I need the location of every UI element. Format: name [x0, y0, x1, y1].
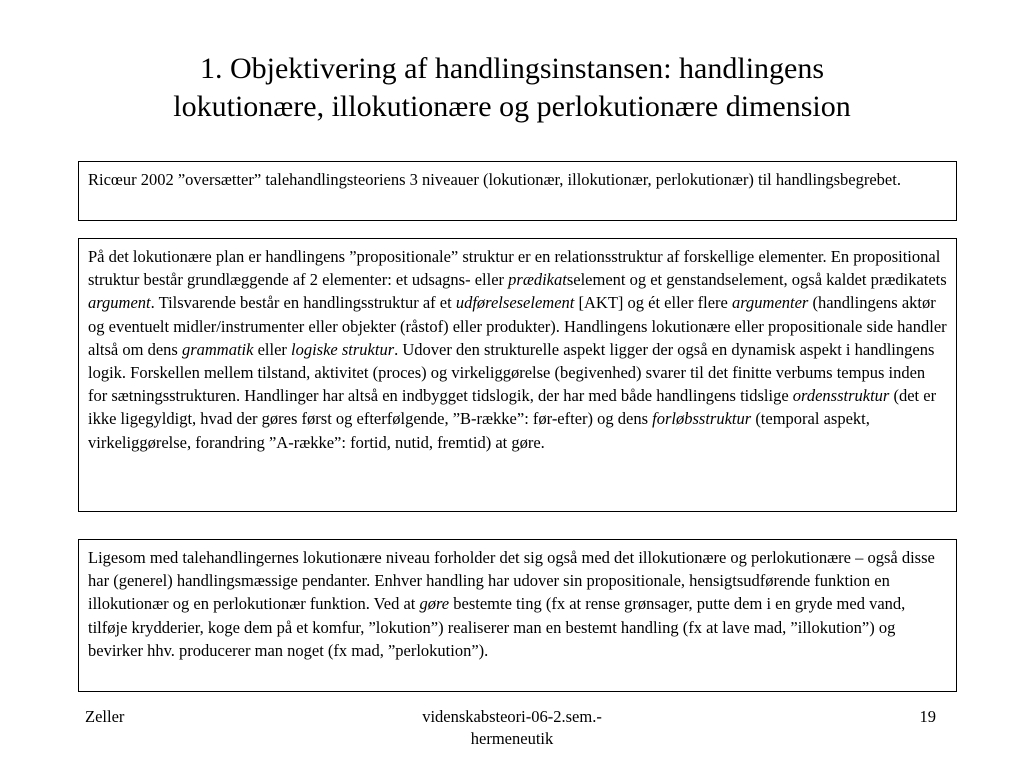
footer-course-line-1: videnskabsteori-06-2.sem.-	[422, 707, 602, 726]
emphasis: logiske struktur	[291, 339, 395, 359]
lokutionary-paragraph	[88, 245, 947, 454]
text-segment: På det lokutionære plan er handlingens ”propositionale” struktur er en relationsstruktur af forskellige elementer. En propositional struktur består grundlæggende af 2 elementer: et udsagns- eller	[88, 247, 941, 290]
emphasis: ordensstruktur	[792, 386, 890, 406]
emphasis: argument	[88, 293, 151, 313]
footer-course	[380, 706, 644, 750]
title-line-1: 1. Objektivering af handlingsinstansen: handlingens	[199, 52, 825, 85]
text-segment: (temporal aspekt, virkeliggørelse, forandring ”A-række”: fortid, nutid, fremtid) at gøre.	[88, 409, 870, 452]
text-segment: selement og et genstandselement, også kaldet prædikatets	[566, 270, 947, 290]
emphasis: argumenter	[731, 293, 809, 313]
intro-paragraph: Ricœur 2002 ”oversætter” talehandlingsteoriens 3 niveauer (lokutionær, illokutionær, perlokutionær) til handlingsbegrebet.	[88, 170, 901, 189]
intro-text-box	[78, 161, 957, 221]
emphasis: prædikat	[508, 270, 567, 290]
slide-title	[80, 50, 944, 126]
footer-author: Zeller	[85, 707, 125, 726]
emphasis: udførelseselement	[455, 293, 575, 313]
emphasis: forløbsstruktur	[652, 409, 752, 429]
title-line-2: lokutionære, illokutionære og perlokutionære dimension	[173, 90, 851, 123]
footer-course-line-2: hermeneutik	[470, 729, 554, 748]
illokutionary-paragraph	[88, 546, 947, 662]
text-segment: Ligesom med talehandlingernes lokutionære niveau forholder det sig også med det illokutionære og perlokutionære – også disse har (generel) handlingsmæssige pendanter. Enhver handling har udover sin propositionale, hensigtsudførende funktion en illokutionær og en perlokutionær funktion. Ved at	[88, 548, 935, 614]
text-segment: . Udover den strukturelle aspekt ligger der også en dynamisk aspekt i handlingens logik. Forskellen mellem tilstand, aktivitet (proces) og virkeliggørelse (begivenhed) svarer til det finitte verbums tempus inden for sætningsstrukturen. Handlinger har altså en indbygget tidslogik, der har med både handlingens tidslige	[88, 339, 935, 406]
emphasis: grammatik	[181, 339, 254, 359]
text-segment: (det er ikke ligegyldigt, hvad der gøres først og efterfølgende, ”B-række”: før-efter) og dens	[88, 386, 937, 429]
text-segment: eller	[253, 339, 292, 359]
page-number: 19	[919, 707, 936, 726]
illokutionary-text-box	[78, 539, 957, 692]
text-segment: . Tilsvarende består en handlingsstruktur af et	[150, 293, 456, 313]
text-segment: (handlingens aktør og eventuelt midler/instrumenter eller objekter (råstof) eller produkter). Handlingens lokutionære eller propositionale side handler altså om dens	[88, 293, 947, 359]
lokutionary-text-box	[78, 238, 957, 512]
text-segment: bestemte ting (fx at rense grønsager, putte dem i en gryde med vand, tilføje krydderier, koge dem på et komfur, ”lokution”) realiserer man en bestemt handling (fx at lave mad, ”illokution”) og bevirker hhv. producerer man noget (fx mad, ”perlokution”).	[88, 594, 906, 660]
emphasis: gøre	[419, 594, 450, 614]
text-segment: [AKT] og ét eller flere	[574, 293, 732, 313]
